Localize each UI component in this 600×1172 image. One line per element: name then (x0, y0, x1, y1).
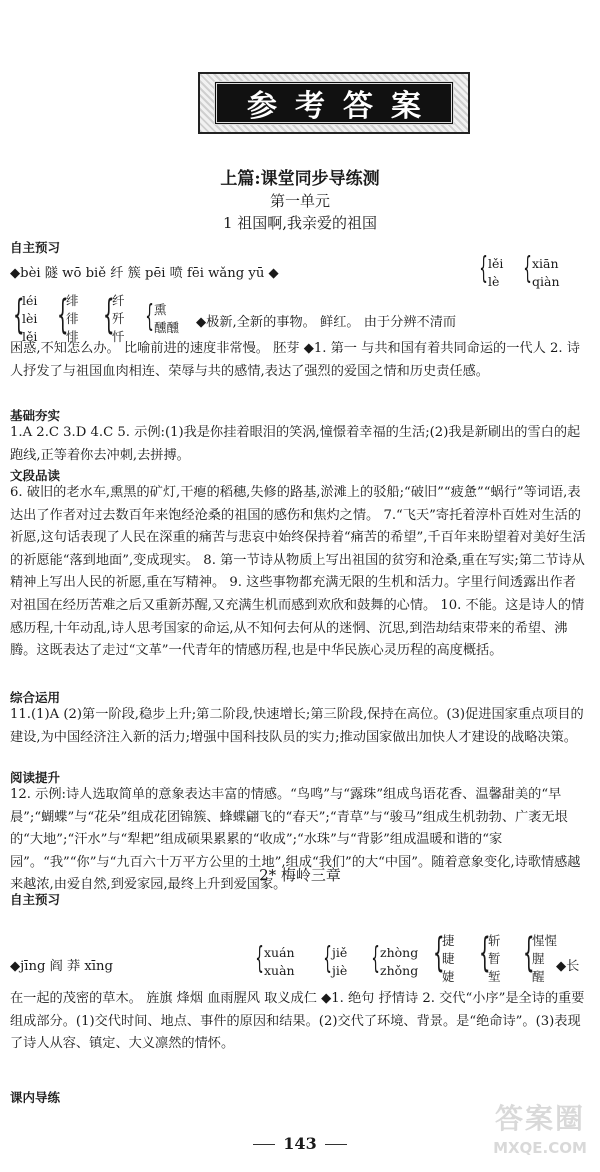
preview-answers: 在一起的茂密的草木。 旌旗 烽烟 血雨腥风 取义成仁 ◆1. 绝句 抒情诗 2. 交代“小序”是全诗的重要组成部分。(1)交代时间、地点、事件的原因和结果。(2)交代了环境、背景。是“绝命诗”。(3)表现了诗人从容、镇定、大义凛然的情怀。 (10, 991, 585, 1052)
watermark-text: 答案圈 (494, 1102, 585, 1135)
pinyin-line: ◆jīng 阎 莽 xīng (10, 959, 113, 974)
character-stack: 斩 暂 堑 (488, 933, 501, 984)
brace-symbol: { (478, 930, 491, 976)
heading-basic: 基础夯实 (10, 408, 61, 423)
character-stack: 惺惺 腥 醒 (532, 933, 558, 984)
heading-apply: 综合运用 (10, 690, 61, 705)
basic-answers: 1.A 2.C 3.D 4.C 5. 示例:(1)我是你挂着眼泪的笑涡,憧憬着幸福的生活;(2)我是新刷出的雪白的起跑线,正等着你去冲刺,去拼搏。 (10, 425, 581, 463)
pinyin-line: ◆bèi 隧 wō biě 纤 簇 pēi 喷 fēi wǎng yū ◆ (10, 266, 279, 281)
lesson-title: 1 祖国啊,我亲爱的祖国 (222, 214, 378, 232)
character-stack: 捷 睫 婕 (442, 933, 455, 984)
brace-symbol: { (145, 299, 154, 334)
brace-symbol: { (323, 941, 332, 976)
brace-symbol: { (522, 930, 535, 976)
brace-symbol: { (523, 251, 532, 286)
improve-answers: 12. 示例:诗人选取简单的意象表达丰富的情感。“鸟鸣”与“露珠”组成鸟语花香、温馨甜美的“早晨”;“蝴蝶”与“花朵”组成花团锦簇、蜂蝶翩飞的“春天”;“青草”与“骏马”组成生机勃勃、广袤无垠的“大地”;“汗水”与“犁耙”组成硕果累累的“收成”;“水珠”与“背影”组成温暖和谐的“家园”。“我”“你”与“九百六十万平方公里的土地”,组成“我们”的大“中国”。随着意象变化,诗歌情感越来越浓,由爱自然,到爱家园,最终上升到爱国家。 (10, 787, 581, 893)
brace-symbol: { (479, 251, 488, 286)
brace-symbol: { (56, 292, 69, 338)
watermark-url: MXQE.COM (493, 1139, 587, 1157)
pinyin-pair: xiān qiàn (532, 256, 560, 289)
watermark (486, 1100, 594, 1166)
heading-reading: 文段品读 (10, 468, 61, 483)
character-stack: 熏 醺醺 (154, 302, 180, 335)
pinyin-pair: zhòng zhǒng (380, 945, 419, 978)
answer-banner (198, 72, 470, 134)
brace-symbol: { (12, 292, 25, 338)
heading-inclass: 课内导练 (10, 1090, 61, 1105)
answer-line: ◆长 (556, 959, 580, 974)
lesson-title: 2* 梅岭三章 (259, 866, 341, 884)
heading-improve: 阅读提升 (10, 770, 61, 785)
pinyin-pair: xuán xuàn (264, 945, 295, 978)
brace-symbol: { (432, 930, 445, 976)
heading-preview: 自主预习 (10, 892, 61, 907)
apply-answers: 11.(1)A (2)第一阶段,稳步上升;第二阶段,快速增长;第三阶段,保持在高位。(3)促进国家重点项目的建设,为中国经济注入新的活力;增强中国科技队员的实力;推动国家做出加快人才建设的战略决策。 (10, 707, 584, 745)
page-number: 143 (0, 1134, 600, 1153)
pinyin-stack: léi lèi lěi (22, 293, 38, 344)
preview-answers: 困惑,不知怎么办。 比喻前进的速度非常慢。 胚芽 ◆1. 第一 与共和国有着共同命运的一代人 2. 诗人抒发了与祖国血肉相连、荣辱与共的感情,表达了强烈的爱国之情和历史责任感。 (10, 341, 580, 379)
section-title: 上篇:课堂同步导练测 (220, 169, 380, 189)
character-stack: 绯 徘 悱 (66, 293, 79, 344)
banner-title: 参考答案 (214, 81, 454, 125)
brace-symbol: { (371, 941, 380, 976)
brace-symbol: { (102, 292, 115, 338)
answer-line: ◆极新,全新的事物。 鲜红。 由于分辨不清而 (196, 315, 457, 330)
pinyin-pair: jiě jiè (332, 945, 348, 978)
heading-preview: 自主预习 (10, 240, 61, 255)
reading-answers: 6. 破旧的老水车,熏黑的矿灯,干瘪的稻穗,失修的路基,淤滩上的驳船;“破旧”“疲惫”“蜗行”等词语,表达出了作者对过去数百年来饱经沧桑的祖国的感伤和焦灼之情。 7.“飞天”寄托着淳朴百姓对生活的祈愿,这句话表现了人民在深重的痛苦与悲哀中始终保持着“痛苦的希望”,千百年来盼望着对美好生活的祈愿能“落到地面”,变成现实。 8. 第一节诗从物质上写出祖国的贫穷和沧桑,重在写实;第二节诗从精神上写出人民的祈愿,重在写精神。 9. 这些事物都充满无限的生机和活力。字里行间透露出作者对祖国在经历苦难之后又重新苏醒,又充满生机而感到欢欣和鼓舞的心情。 10. 不能。这是诗人的情感历程,十年动乱,诗人思考国家的命运,从不知何去何从的迷惘、沉思,到浩劫结束带来的希望、沸腾。这既表达了走过“文革”一代青年的情感历程,也是中华民族心灵历程的高度概括。 (10, 485, 586, 659)
unit-title: 第一单元 (269, 192, 330, 210)
brace-symbol: { (255, 941, 264, 976)
pinyin-pair: lěi lè (488, 256, 504, 289)
character-stack: 纤 歼 忏 (112, 293, 125, 344)
